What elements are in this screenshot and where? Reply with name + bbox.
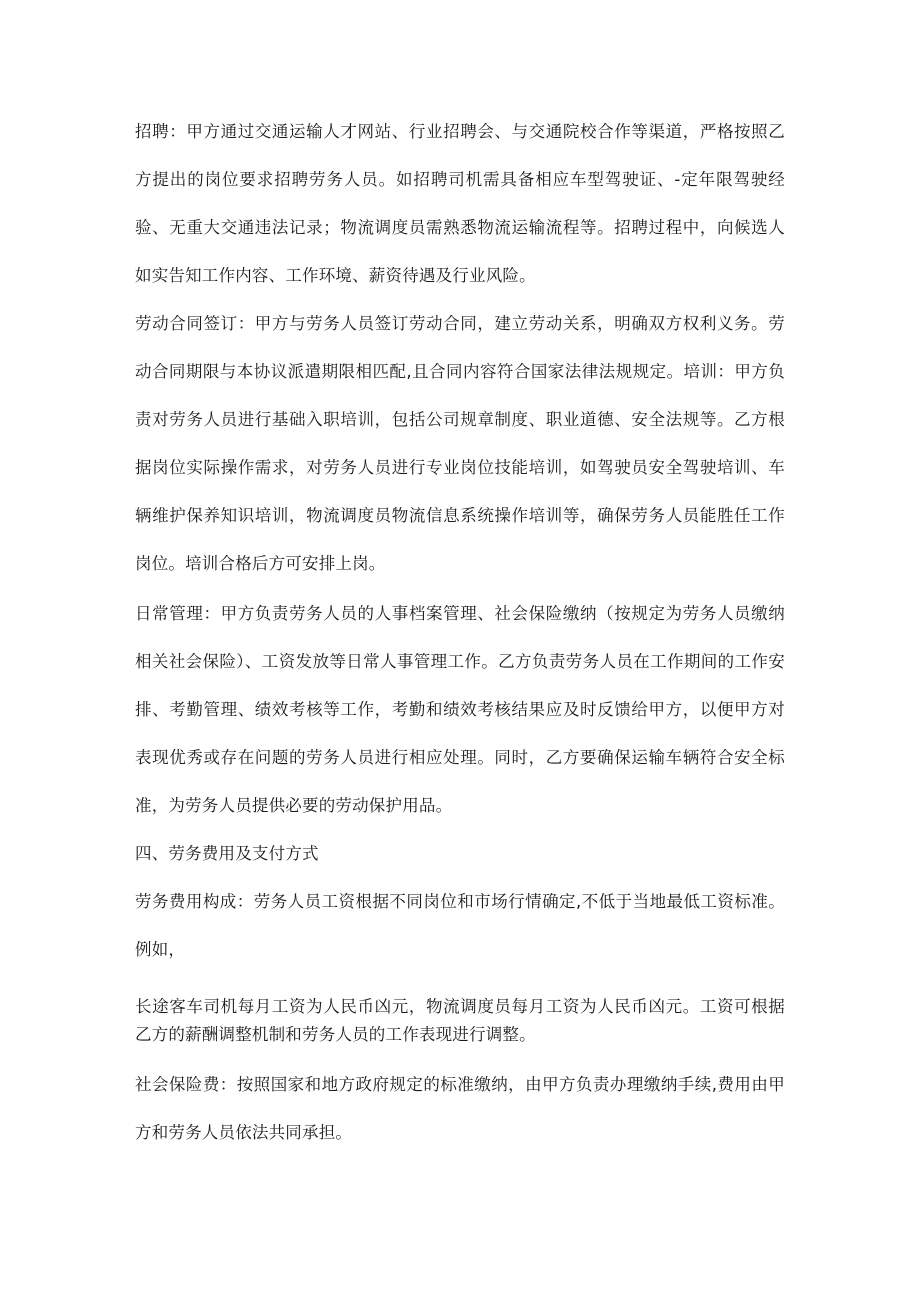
paragraph-social-insurance: 社会保险费：按照国家和地方政府规定的标准缴纳，由甲方负责办理缴纳手续,费用由甲方和劳务人员依法共同承担。 xyxy=(135,1075,785,1142)
paragraph-recruitment: 招聘：甲方通过交通运输人才网站、行业招聘会、与交通院校合作等渠道，严格按照乙方提出的岗位要求招聘劳务人员。如招聘司机需具备相应车型驾驶证、-定年限驾驶经验、无重大交通违法记录；物流调度员需熟悉物流运输流程等。招聘过程中，向候选人如实告知工作内容、工作环境、薪资待遇及行业风险。 xyxy=(135,122,785,285)
paragraph-salary-example: 长途客车司机每月工资为人民币凶元，物流调度员每月工资为人民币凶元。工资可根据乙方的薪酬调整机制和劳务人员的工作表现进行调整。 xyxy=(135,997,785,1044)
paragraph-daily-management: 日常管理：甲方负责劳务人员的人事档案管理、社会保险缴纳（按规定为劳务人员缴纳相关社会保险）、工资发放等日常人事管理工作。乙方负责劳务人员在工作期间的工作安排、考勤管理、绩效考核等工作，考勤和绩效考核结果应及时反馈给甲方，以便甲方对表现优秀或存在问题的劳务人员进行相应处理。同时，乙方要确保运输车辆符合安全标准，为劳务人员提供必要的劳动保护用品。 xyxy=(135,604,785,815)
paragraph-labor-contract-training: 劳动合同签订：甲方与劳务人员签订劳动合同，建立劳动关系，明确双方权利义务。劳动合同期限与本协议派遣期限相匹配,且合同内容符合国家法律法规规定。培训：甲方负责对劳务人员进行基础入职培训，包括公司规章制度、职业道德、安全法规等。乙方根据岗位实际操作需求，对劳务人员进行专业岗位技能培训，如驾驶员安全驾驶培训、车辆维护保养知识培训，物流调度员物流信息系统操作培训等，确保劳务人员能胜任工作岗位。培训合格后方可安排上岗。 xyxy=(135,314,785,573)
section-heading-fees: 四、劳务费用及支付方式 xyxy=(135,844,319,863)
paragraph-fee-composition: 劳务费用构成：劳务人员工资根据不同岗位和市场行情确定,不低于当地最低工资标准。例如， xyxy=(135,892,785,959)
